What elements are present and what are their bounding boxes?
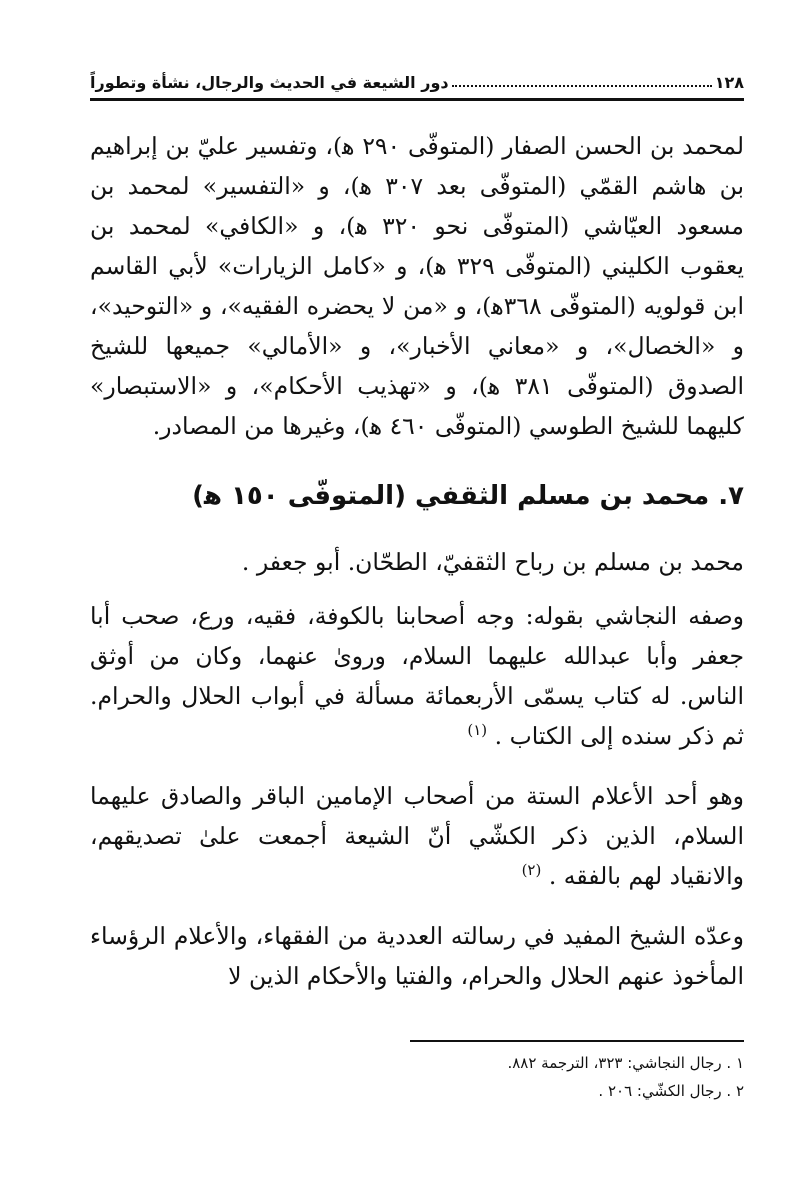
running-header xyxy=(90,58,744,92)
footnote-ref-2[interactable]: (٢) xyxy=(521,861,542,880)
main-text xyxy=(90,126,744,996)
footnote-1: ١ . رجال النجاشي: ٣٢٣، الترجمة ٨٨٢. xyxy=(507,1054,744,1072)
name-line: محمد بن مسلم بن رباح الثقفيّ، الطحّان. أبو جعفر . xyxy=(241,548,744,576)
footnote-ref-1[interactable]: (١) xyxy=(467,721,488,740)
intro-paragraph: لمحمد بن الحسن الصفار (المتوفّى ٢٩٠ ﻫ)، وتفسير عليّ بن إبراهيم بن هاشم القمّي (المتوفّى بعد ٣٠٧ ﻫ)، و «التفسير» لمحمد بن مسعود العيّاشي (المتوفّى نحو ٣٢٠ ﻫ)، و «الكافي» لمحمد بن يعقوب الكليني (المتوفّى ٣٢٩ ﻫ)، و «كامل الزيارات» لأبي القاسم ابن قولويه (المتوفّى ٣٦٨ﻫ)، و «من لا يحضره الفقيه»، و «التوحيد»، و «الخصال»، و «معاني الأخبار»، و «الأمالي» جميعها للشيخ الصدوق (المتوفّى ٣٨١ ﻫ)، و «تهذيب الأحكام»، و «الاستبصار» كليهما للشيخ الطوسي (المتوفّى ٤٦٠ ﻫ)، وغيرها من المصادر. xyxy=(90,132,745,440)
kashshi-text: وهو أحد الأعلام الستة من أصحاب الإمامين الباقر والصادق عليهما السلام، الذين ذكر الكشّي أنّ الشيعة أجمعت علىٰ تصديقهم، والانقياد لهم بالفقه . xyxy=(90,782,744,890)
header-rule xyxy=(90,98,744,101)
running-title: دور الشيعة في الحديث والرجال، نشأة وتطوراً xyxy=(90,73,449,92)
footnote-2: ٢ . رجال الكشّي: ٢٠٦ . xyxy=(598,1082,744,1100)
leader-dots xyxy=(452,85,712,87)
kashshi-paragraph xyxy=(90,776,744,896)
najashi-paragraph xyxy=(90,596,744,756)
footnote-rule xyxy=(410,1040,744,1042)
page-number: ١٢٨ xyxy=(714,73,744,92)
footnotes xyxy=(410,1049,744,1105)
section-heading: ٧. محمد بن مسلم الثقفي (المتوفّى ١٥٠ ﻫ) xyxy=(192,481,744,511)
mufid-paragraph: وعدّه الشيخ المفيد في رسالته العددية من الفقهاء، والأعلام الرؤساء المأخوذ عنهم الحلال والحرام، والفتيا والأحكام الذين لا xyxy=(90,922,744,990)
najashi-text: وصفه النجاشي بقوله: وجه أصحابنا بالكوفة، فقيه، ورع، صحب أبا جعفر وأبا عبدالله عليهما السلام، وروىٰ عنهما، وكان من أوثق الناس. له كتاب يسمّى الأربعمائة مسألة في أبواب الحلال والحرام. ثم ذكر سنده إلى الكتاب . xyxy=(90,602,744,750)
